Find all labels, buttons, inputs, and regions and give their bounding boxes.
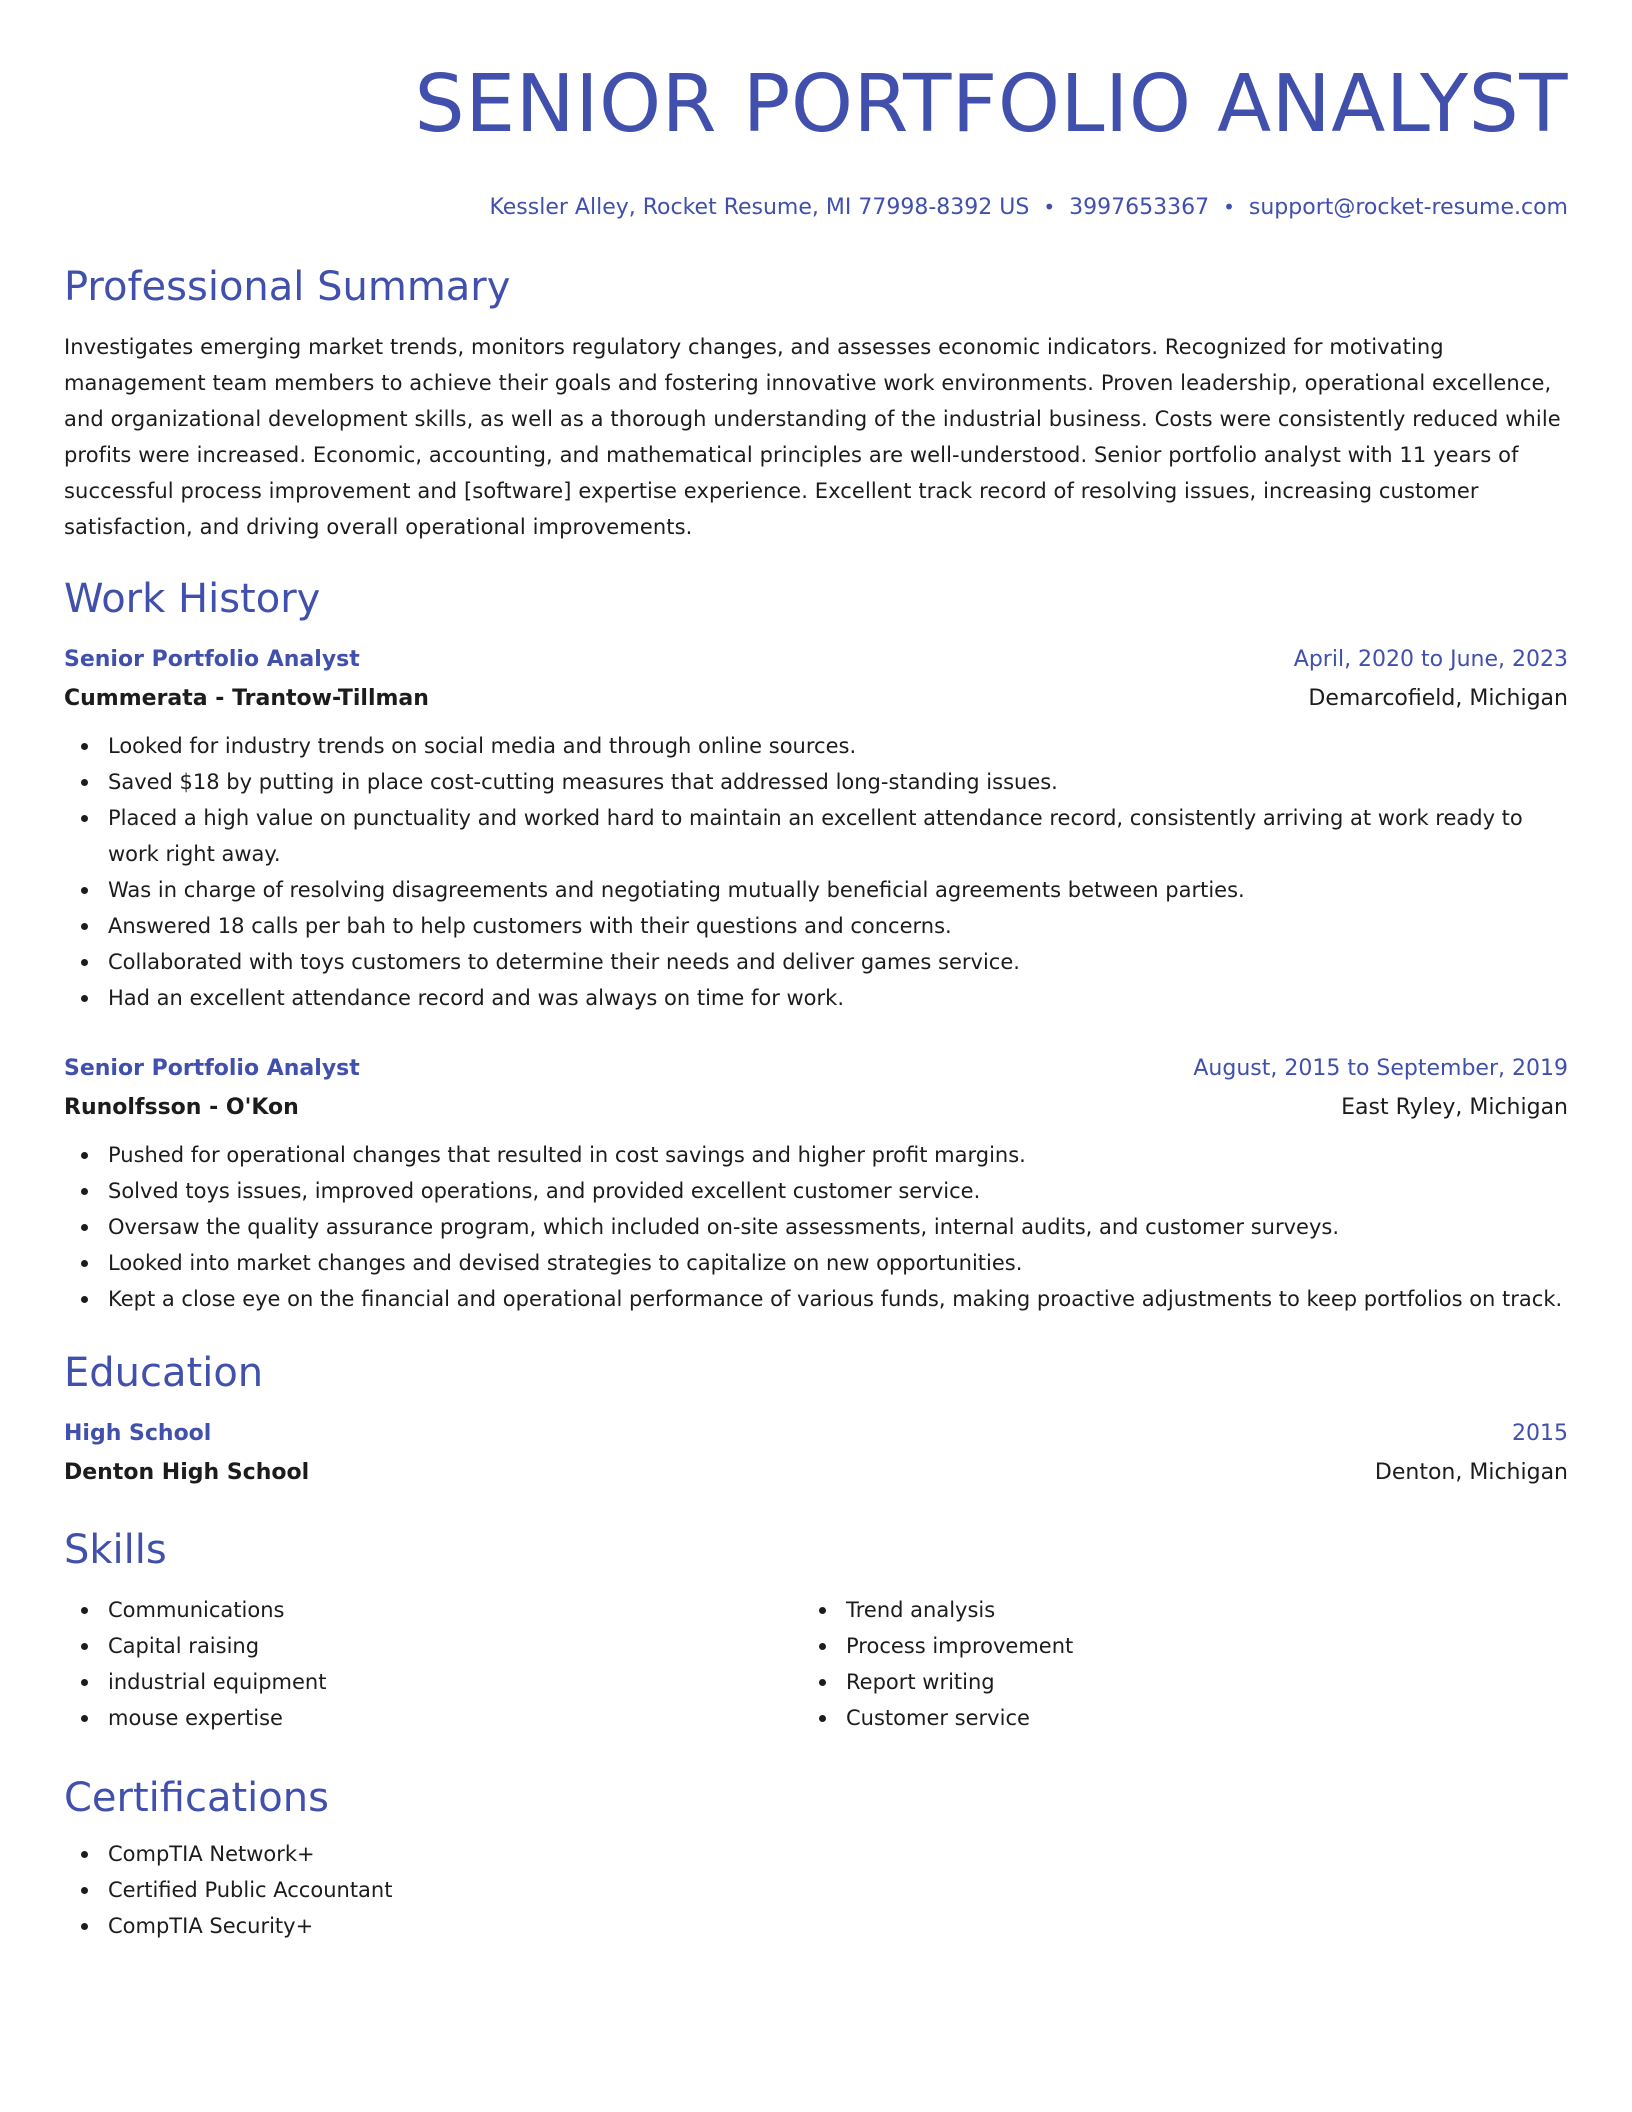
list-item: Looked into market changes and devised strategies to capitalize on new opportunities.: [108, 1245, 1568, 1281]
skills-column-right: [802, 1592, 1540, 1736]
education-degree: High School: [64, 1421, 212, 1446]
education-entry: [64, 1419, 1568, 1488]
list-item: Solved toys issues, improved operations, and provided excellent customer service.: [108, 1173, 1568, 1209]
candidate-title: SENIOR PORTFOLIO ANALYST: [414, 58, 1568, 150]
summary-heading: Professional Summary: [64, 264, 511, 310]
work-history-heading: Work History: [64, 576, 321, 622]
list-item: Was in charge of resolving disagreements and negotiating mutually beneficial agreements between parties.: [108, 872, 1568, 908]
job-header: [64, 1054, 1568, 1084]
contact-line: [64, 192, 1568, 223]
job-bullets: [64, 728, 1568, 1016]
list-item: Capital raising: [108, 1628, 802, 1664]
education-heading: Education: [64, 1350, 264, 1396]
list-item: Answered 18 calls per bah to help customers with their questions and concerns.: [108, 908, 1568, 944]
job-entry: [64, 1054, 1568, 1317]
list-item: Customer service: [846, 1700, 1540, 1736]
education-header: [64, 1419, 1568, 1449]
job-company-row: [64, 1093, 1568, 1123]
list-item: Collaborated with toys customers to determine their needs and deliver games service.: [108, 944, 1568, 980]
contact-email[interactable]: support@rocket-resume.com: [1248, 195, 1568, 220]
list-item: Placed a high value on punctuality and worked hard to maintain an excellent attendance record, consistently arriving at work ready to work right away.: [108, 800, 1568, 872]
skills-list: [802, 1592, 1540, 1736]
list-item: Pushed for operational changes that resulted in cost savings and higher profit margins.: [108, 1137, 1568, 1173]
skills-list: [64, 1592, 802, 1736]
summary-text: Investigates emerging market trends, monitors regulatory changes, and assesses economic indicators. Recognized for motivating management team members to achieve their goals and fostering innovative work environments. Proven leadership, operational excellence, and organizational development skills, as well as a thorough understanding of the industrial business. Costs were consistently reduced while profits were increased. Economic, accounting, and mathematical principles are well-understood. Senior portfolio analyst with 11 years of successful process improvement and [software] expertise experience. Excellent track record of resolving issues, increasing customer satisfaction, and driving overall operational improvements.: [64, 335, 1561, 539]
job-role: Senior Portfolio Analyst: [64, 1056, 360, 1081]
list-item: mouse expertise: [108, 1700, 802, 1736]
job-company-row: [64, 684, 1568, 714]
list-item: Oversaw the quality assurance program, which included on-site assessments, internal audits, and customer surveys.: [108, 1209, 1568, 1245]
job-company: Runolfsson - O'Kon: [64, 1095, 299, 1120]
contact-separator: •: [1043, 195, 1056, 219]
education-school: Denton High School: [64, 1460, 310, 1485]
contact-phone[interactable]: 3997653367: [1069, 195, 1210, 220]
certifications-heading: Certifications: [64, 1775, 329, 1821]
list-item: Kept a close eye on the financial and operational performance of various funds, making proactive adjustments to keep portfolios on track.: [108, 1281, 1568, 1317]
list-item: Trend analysis: [846, 1592, 1540, 1628]
education-year: 2015: [1512, 1421, 1568, 1446]
list-item: Had an excellent attendance record and was always on time for work.: [108, 980, 1568, 1016]
list-item: Looked for industry trends on social media and through online sources.: [108, 728, 1568, 764]
list-item: Saved $18 by putting in place cost-cutting measures that addressed long-standing issues.: [108, 764, 1568, 800]
job-entry: [64, 645, 1568, 1016]
list-item: Certified Public Accountant: [108, 1872, 1568, 1908]
job-location: Demarcofield, Michigan: [1308, 686, 1568, 711]
education-location: Denton, Michigan: [1374, 1460, 1568, 1485]
skills-column-left: [64, 1592, 802, 1736]
list-item: CompTIA Network+: [108, 1836, 1568, 1872]
job-bullets: [64, 1137, 1568, 1317]
job-location: East Ryley, Michigan: [1341, 1095, 1568, 1120]
education-school-row: [64, 1458, 1568, 1488]
job-company: Cummerata - Trantow-Tillman: [64, 686, 429, 711]
job-dates: August, 2015 to September, 2019: [1193, 1056, 1568, 1081]
job-dates: April, 2020 to June, 2023: [1293, 647, 1568, 672]
certifications-list: [64, 1836, 1568, 1944]
skills-heading: Skills: [64, 1527, 167, 1573]
job-role: Senior Portfolio Analyst: [64, 647, 360, 672]
list-item: industrial equipment: [108, 1664, 802, 1700]
skills-grid: [64, 1592, 1568, 1736]
contact-separator: •: [1223, 195, 1235, 219]
contact-address: Kessler Alley, Rocket Resume, MI 77998-8392 US: [489, 195, 1030, 220]
list-item: Report writing: [846, 1664, 1540, 1700]
list-item: Process improvement: [846, 1628, 1540, 1664]
job-header: [64, 645, 1568, 675]
list-item: CompTIA Security+: [108, 1908, 1568, 1944]
list-item: Communications: [108, 1592, 802, 1628]
